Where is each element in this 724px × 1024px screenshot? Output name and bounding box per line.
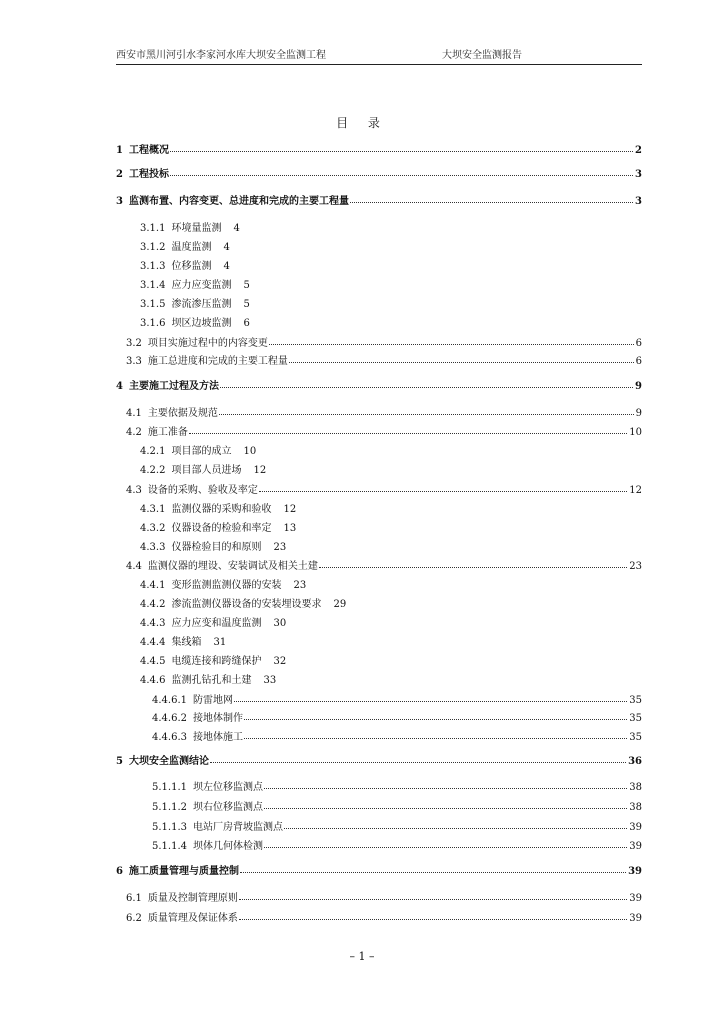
header-report-title: 大坝安全监测报告 <box>442 50 522 61</box>
toc-entry[interactable] <box>152 798 642 814</box>
toc-entry[interactable] <box>152 778 642 794</box>
toc-dot-leader <box>264 779 627 789</box>
toc-entry[interactable] <box>126 557 642 573</box>
toc-entry-label: 主要施工过程及方法 <box>128 381 219 392</box>
toc-entry-label: 设备的采购、验收及率定 <box>147 485 258 496</box>
toc-entry[interactable] <box>116 752 642 768</box>
toc-entry-label: 施工准备 <box>147 427 188 438</box>
toc-entry-page: 30 <box>273 618 287 629</box>
toc-entry-number: 4.4 <box>126 561 142 572</box>
toc-entry[interactable] <box>140 652 286 668</box>
toc-entry-label: 质量管理及保证体系 <box>147 913 238 924</box>
toc-dot-leader <box>289 353 634 363</box>
toc-entry[interactable] <box>140 276 250 292</box>
toc-entry-number: 6 <box>116 866 123 877</box>
toc-entry-label: 变形监测监测仪器的安装 <box>171 580 282 591</box>
toc-entry[interactable] <box>116 377 642 393</box>
toc-entry-page: 3 <box>635 169 642 180</box>
toc-entry-label: 渗流渗压监测 <box>171 299 232 310</box>
toc-entry[interactable] <box>140 442 256 458</box>
toc-entry-page: 4 <box>223 242 230 253</box>
toc-dot-leader <box>239 910 627 920</box>
toc-dot-leader <box>219 405 634 415</box>
toc-entry[interactable] <box>140 633 226 649</box>
toc-entry-number: 6.1 <box>126 893 142 904</box>
toc-entry-number: 4.4.2 <box>140 599 166 610</box>
toc-entry-page: 4 <box>223 261 230 272</box>
toc-entry-label: 渗流监测仪器设备的安装埋设要求 <box>171 599 322 610</box>
toc-entry-number: 4.3 <box>126 485 142 496</box>
toc-entry-label: 大坝安全监测结论 <box>128 756 209 767</box>
toc-entry-number: 4.4.1 <box>140 580 166 591</box>
toc-entry[interactable] <box>140 671 276 687</box>
toc-dot-leader <box>264 799 627 809</box>
toc-entry[interactable] <box>116 192 642 208</box>
toc-dot-leader <box>170 166 633 176</box>
toc-entry-number: 5.1.1.1 <box>152 782 187 793</box>
toc-entry[interactable] <box>140 257 230 273</box>
toc-entry-label: 工程概况 <box>128 145 169 156</box>
toc-entry-number: 5 <box>116 756 123 767</box>
toc-entry[interactable] <box>126 909 642 925</box>
toc-entry-label: 坝右位移监测点 <box>193 802 263 813</box>
toc-entry[interactable] <box>140 295 250 311</box>
toc-entry-number: 3.1.2 <box>140 242 166 253</box>
toc-entry-number: 4.1 <box>126 408 142 419</box>
toc-entry[interactable] <box>140 500 296 516</box>
toc-entry[interactable] <box>140 614 286 630</box>
header-project-title: 西安市黑川河引水李家河水库大坝安全监测工程 <box>116 50 326 61</box>
toc-entry[interactable] <box>152 709 642 725</box>
toc-entry-number: 6.2 <box>126 913 142 924</box>
toc-dot-leader <box>234 692 627 702</box>
toc-entry-page: 33 <box>263 675 277 686</box>
toc-entry-number: 5.1.1.4 <box>152 841 187 852</box>
toc-entry-label: 电缆连接和跨缝保护 <box>171 656 262 667</box>
toc-entry-page: 29 <box>333 599 347 610</box>
toc-dot-leader <box>284 819 627 829</box>
toc-entry-number: 4.4.6 <box>140 675 166 686</box>
toc-entry-label: 监测仪器的采购和验收 <box>171 504 272 515</box>
toc-dot-leader <box>319 558 627 568</box>
toc-entry-number: 3.3 <box>126 356 142 367</box>
toc-entry[interactable] <box>152 728 642 744</box>
toc-entry[interactable] <box>126 404 642 420</box>
toc-entry[interactable] <box>152 837 642 853</box>
toc-entry-label: 应力应变监测 <box>171 280 232 291</box>
toc-entry[interactable] <box>116 862 642 878</box>
toc-entry-number: 4.4.6.3 <box>152 732 187 743</box>
toc-entry-number: 4.4.3 <box>140 618 166 629</box>
toc-entry-label: 主要依据及规范 <box>147 408 218 419</box>
toc-entry-label: 坝左位移监测点 <box>193 782 263 793</box>
toc-entry-label: 项目实施过程中的内容变更 <box>147 338 268 349</box>
toc-entry-page: 6 <box>243 318 250 329</box>
toc-entry-page: 10 <box>243 446 257 457</box>
toc-entry-label: 仪器设备的检验和率定 <box>171 523 272 534</box>
toc-entry-page: 12 <box>629 485 642 496</box>
toc-entry-page: 23 <box>293 580 307 591</box>
toc-entry-label: 项目部人员进场 <box>171 465 242 476</box>
toc-entry-number: 1 <box>116 145 123 156</box>
toc-entry-label: 施工总进度和完成的主要工程量 <box>147 356 288 367</box>
toc-entry-page: 39 <box>628 866 642 877</box>
toc-entry-page: 6 <box>635 356 642 367</box>
toc-entry-number: 4.4.4 <box>140 637 166 648</box>
page-number: – 1 – <box>349 950 375 963</box>
toc-entry-label: 坝区边坡监测 <box>171 318 232 329</box>
toc-entry[interactable] <box>140 538 286 554</box>
toc-entry-label: 集线箱 <box>171 637 202 648</box>
toc-entry[interactable] <box>126 334 642 350</box>
toc-entry-label: 工程投标 <box>128 169 169 180</box>
toc-entry-label: 坝体几何体检测 <box>193 841 263 852</box>
toc-entry[interactable] <box>126 481 642 497</box>
toc-dot-leader <box>240 863 626 873</box>
toc-dot-leader <box>239 890 627 900</box>
toc-entry-page: 9 <box>635 408 642 419</box>
toc-entry[interactable] <box>126 352 642 368</box>
toc-dot-leader <box>259 482 627 492</box>
toc-entry-page: 12 <box>253 465 267 476</box>
toc-entry-number: 3.2 <box>126 338 142 349</box>
toc-entry-page: 23 <box>629 561 642 572</box>
toc-entry-number: 4.2.1 <box>140 446 166 457</box>
toc-entry-label: 接地体制作 <box>193 713 243 724</box>
toc-dot-leader <box>210 753 626 763</box>
toc-entry-label: 施工质量管理与质量控制 <box>128 866 239 877</box>
toc-entry-page: 32 <box>273 656 287 667</box>
toc-entry-label: 应力应变和温度监测 <box>171 618 262 629</box>
toc-entry-number: 2 <box>116 169 123 180</box>
toc-entry-number: 4.3.1 <box>140 504 166 515</box>
toc-entry[interactable] <box>152 818 642 834</box>
toc-dot-leader <box>269 335 634 345</box>
toc-title: 目 录 <box>336 116 388 130</box>
toc-entry-label: 仪器检验目的和原则 <box>171 542 262 553</box>
toc-entry[interactable] <box>116 141 642 157</box>
toc-entry[interactable] <box>140 314 250 330</box>
toc-dot-leader <box>220 378 633 388</box>
toc-entry-label: 位移监测 <box>171 261 212 272</box>
toc-entry-page: 4 <box>233 223 240 234</box>
toc-entry-page: 10 <box>629 427 642 438</box>
toc-entry-page: 13 <box>283 523 297 534</box>
toc-entry-number: 3.1.1 <box>140 223 166 234</box>
toc-entry-number: 5.1.1.3 <box>152 822 187 833</box>
toc-dot-leader <box>350 193 633 203</box>
toc-entry-page: 31 <box>213 637 227 648</box>
toc-entry-number: 4.4.6.2 <box>152 713 187 724</box>
toc-entry-number: 3.1.6 <box>140 318 166 329</box>
toc-entry-page: 38 <box>629 802 642 813</box>
toc-entry-page: 2 <box>635 145 642 156</box>
toc-entry-number: 4.4.5 <box>140 656 166 667</box>
toc-entry[interactable] <box>140 576 306 592</box>
toc-entry-page: 39 <box>629 913 642 924</box>
toc-dot-leader <box>244 729 627 739</box>
toc-entry-number: 3.1.5 <box>140 299 166 310</box>
toc-entry-label: 监测仪器的埋设、安装调试及相关土建 <box>147 561 318 572</box>
toc-entry-label: 监测孔钻孔和土建 <box>171 675 252 686</box>
toc-entry-number: 4.2 <box>126 427 142 438</box>
toc-entry-label: 电站厂房背坡监测点 <box>193 822 283 833</box>
toc-dot-leader <box>189 424 627 434</box>
toc-entry[interactable] <box>140 461 266 477</box>
toc-entry-label: 环境量监测 <box>171 223 222 234</box>
toc-entry-number: 5.1.1.2 <box>152 802 187 813</box>
toc-entry-page: 5 <box>243 280 250 291</box>
toc-entry-page: 5 <box>243 299 250 310</box>
toc-entry[interactable] <box>140 219 240 235</box>
toc-entry-label: 监测布置、内容变更、总进度和完成的主要工程量 <box>128 196 349 207</box>
toc-entry-page: 23 <box>273 542 287 553</box>
toc-entry[interactable] <box>116 165 642 181</box>
toc-entry-page: 39 <box>629 841 642 852</box>
toc-entry-label: 温度监测 <box>171 242 212 253</box>
toc-entry-page: 12 <box>283 504 297 515</box>
toc-entry[interactable] <box>140 519 296 535</box>
toc-entry[interactable] <box>140 595 346 611</box>
toc-entry-page: 39 <box>629 822 642 833</box>
toc-entry-page: 35 <box>629 732 642 743</box>
toc-entry-label: 质量及控制管理原则 <box>147 893 238 904</box>
toc-entry[interactable] <box>126 423 642 439</box>
toc-entry-page: 39 <box>629 893 642 904</box>
toc-entry-label: 防雷地网 <box>193 695 233 706</box>
toc-entry-page: 38 <box>629 782 642 793</box>
toc-entry-number: 4 <box>116 381 123 392</box>
toc-dot-leader <box>264 838 627 848</box>
toc-entry-page: 35 <box>629 695 642 706</box>
toc-entry-number: 4.3.3 <box>140 542 166 553</box>
toc-entry-number: 4.4.6.1 <box>152 695 187 706</box>
toc-entry-page: 9 <box>635 381 642 392</box>
toc-entry-label: 项目部的成立 <box>171 446 232 457</box>
toc-entry[interactable] <box>152 691 642 707</box>
toc-entry-number: 3.1.3 <box>140 261 166 272</box>
toc-entry-number: 3 <box>116 196 123 207</box>
toc-entry-page: 3 <box>635 196 642 207</box>
toc-entry-number: 4.3.2 <box>140 523 166 534</box>
toc-entry-page: 35 <box>629 713 642 724</box>
toc-entry-page: 6 <box>635 338 642 349</box>
toc-dot-leader <box>244 710 627 720</box>
toc-entry[interactable] <box>140 238 230 254</box>
toc-entry-page: 36 <box>628 756 642 767</box>
toc-entry-number: 3.1.4 <box>140 280 166 291</box>
toc-dot-leader <box>170 142 633 152</box>
toc-entry[interactable] <box>126 889 642 905</box>
toc-entry-number: 4.2.2 <box>140 465 166 476</box>
toc-entry-label: 接地体施工 <box>193 732 243 743</box>
